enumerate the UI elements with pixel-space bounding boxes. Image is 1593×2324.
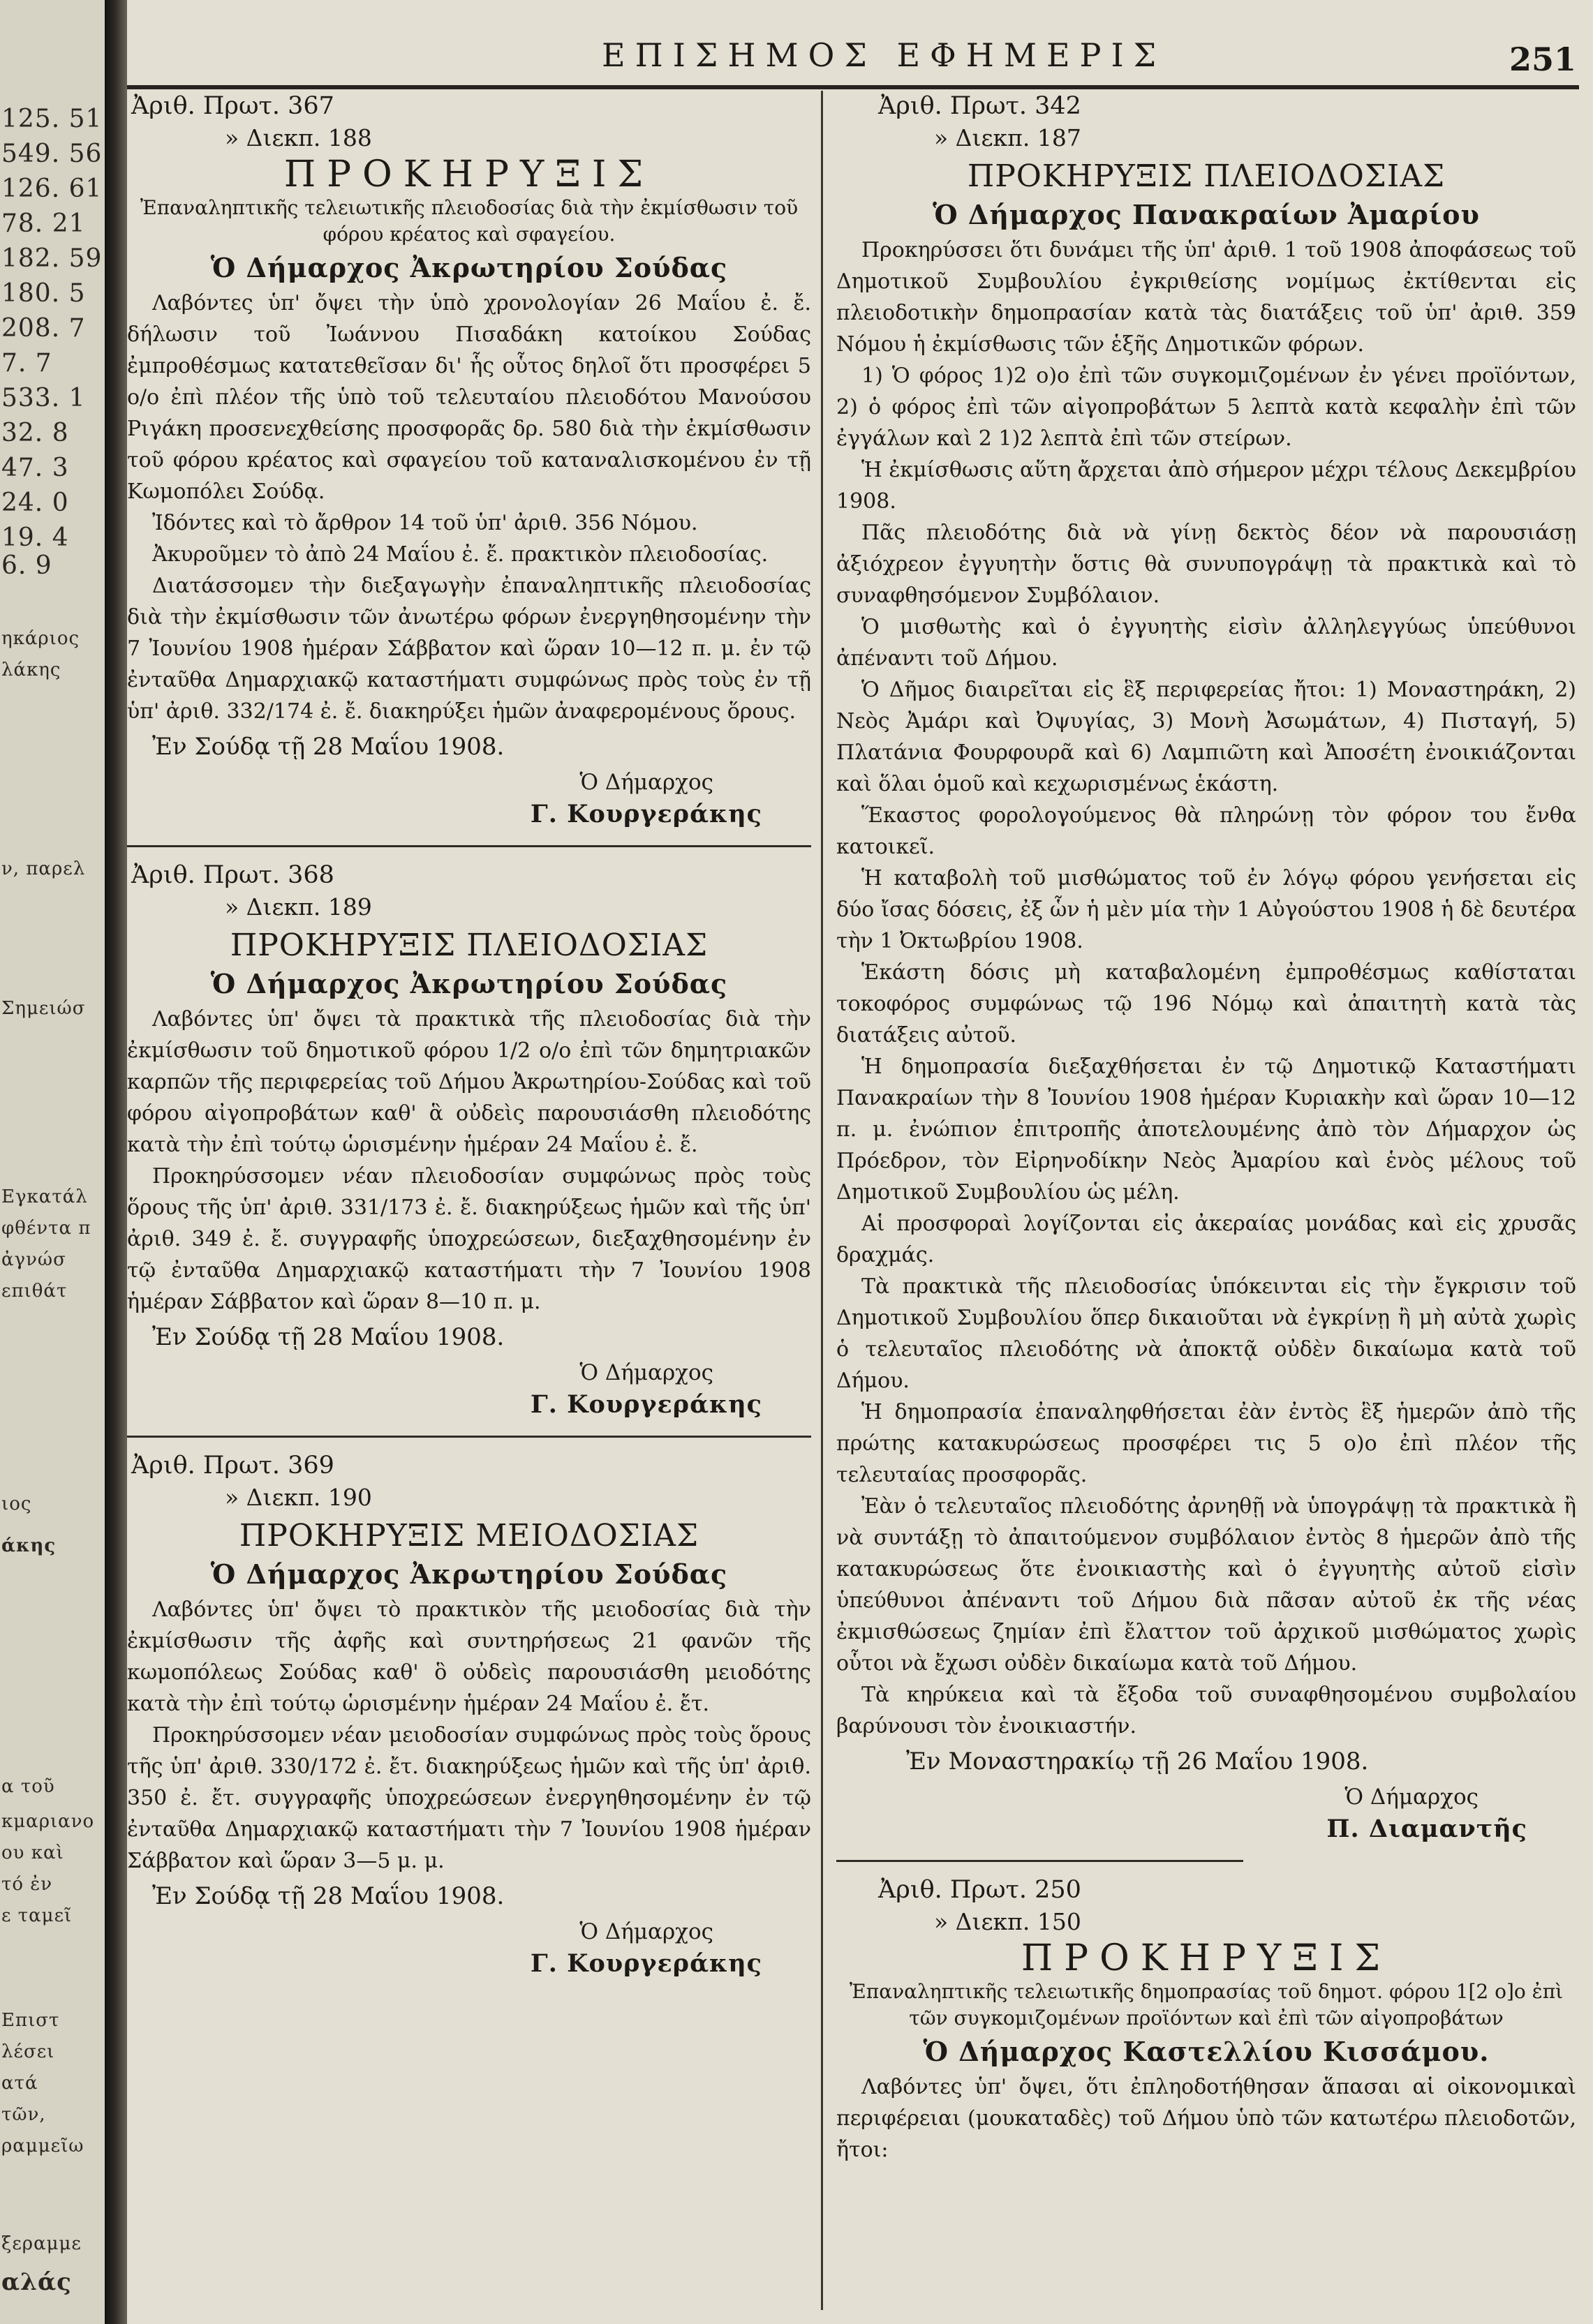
paragraph: Ὁ Δῆμος διαιρεῖται εἰς ἓξ περιφερείας ἤτοι: 1) Μοναστηράκη, 2) Νεὸς Ἀμάρι καὶ Ὀψυγίας, 3) Μονὴ Ἀσωμάτων, 4) Πισταγή, 5) Πλατάνια Φουρφουρᾶ καὶ 6) Λαμπιῶτη καὶ Ἀποσέτη ἐνοικιάζονται καὶ ὅλαι ὁμοῦ καὶ κεχωρισμένως ἑκάστη. (836, 678, 1576, 796)
strip-line: 182. 59 (1, 244, 103, 273)
notice-author: Ὁ Δήμαρχος Ἀκρωτηρίου Σούδας (210, 968, 728, 999)
notice-author: Ὁ Δήμαρχος Καστελλίου Κισσάμου. (923, 2036, 1490, 2067)
strip-line: λάκης (1, 660, 61, 680)
notice-author: Ὁ Δήμαρχος Πανακραίων Ἀμαρίου (933, 199, 1480, 230)
notice-title: ΠΡΟΚΗΡΥΞΙΣ ΠΛΕΙΟΔΟΣΙΑΣ (967, 158, 1446, 194)
notice-title: ΠΡΟΚΗΡΥΞΙΣ ΠΛΕΙΟΔΟΣΙΑΣ (230, 928, 709, 963)
notice-369 (127, 1450, 811, 1979)
signature-name: Π. Διαμαντῆς (1326, 1815, 1527, 1843)
signature-role: Ὁ Δήμαρχος (579, 1360, 713, 1385)
section-separator (127, 845, 811, 847)
strip-line: 180. 5 (1, 279, 86, 308)
paragraph: Ἕκαστος φορολογούμενος θὰ πληρώνῃ τὸν φόρον του ἔνθα κατοικεῖ. (836, 803, 1576, 859)
strip-line: αλάς (1, 2268, 72, 2296)
strip-line: 126. 61 (1, 174, 103, 203)
right-column (836, 91, 1576, 2166)
protocol-number: Ἀριθ. Πρωτ. 369 (131, 1452, 334, 1480)
strip-line: ε ταμεῖ (1, 1905, 73, 1926)
strip-line: 125. 51 (1, 105, 103, 133)
strip-line: κμαριανο (1, 1811, 95, 1832)
page-number: 251 (1509, 40, 1576, 78)
paragraph: Διατάσσομεν τὴν διεξαγωγὴν ἐπαναληπτικῆς πλειοδοσίας διὰ τὴν ἐκμίσθωσιν τῶν ἀνωτέρω φόρων ἐνεργηθησομένην τὴν 7 Ἰουνίου 1908 ἡμέραν Σάββατον καὶ ὥραν 10—12 π. μ. ἐν τῷ ἐνταῦθα Δημαρχιακῷ καταστήματι συμφώνως πρὸς τοὺς ἐν τῇ ὑπ' ἀριθ. 332/174 ἐ. ἔ. διακηρύξει ἡμῶν ἀναφερομένους ὅρους. (127, 574, 811, 724)
paragraph: Ἡ δημοπρασία διεξαχθήσεται ἐν τῷ Δημοτικῷ Καταστήματι Πανακραίων τὴν 8 Ἰουνίου 1908 ἡμέραν Κυριακὴν καὶ ὥραν 10—12 π. μ. ἐνώπιον ἐπιτροπῆς ἀποτελουμένης ἀπὸ τὸν Δήμαρχον ὡς Πρόεδρον, τὸν Εἰρηνοδίκην Νεὸς Ἀμαρίου καὶ ἑνὸς μέλους τοῦ Δημοτικοῦ Συμβουλίου ὡς μέλη. (836, 1055, 1576, 1205)
running-title: ΕΠΙΣΗΜΟΣ ΕΦΗΜΕΡΙΣ (602, 36, 1166, 74)
strip-line: Σημειώσ (1, 998, 86, 1019)
paragraph: Αἱ προσφοραὶ λογίζονται εἰς ἀκεραίας μονάδας καὶ εἰς χρυσᾶς δραχμάς. (836, 1212, 1576, 1267)
binding-gutter (105, 0, 127, 2324)
strip-line: τῶν, (1, 2104, 46, 2125)
strip-line: ηκάριος (1, 628, 80, 649)
notice-subtitle: Ἐπαναληπτικῆς τελειωτικῆς δημοπρασίας τοῦ δημοτ. φόρου 1[2 ο]ο ἐπὶ τῶν συγκομιζομένων προϊόντων καὶ ἐπὶ τῶν αἰγοπροβάτων (849, 1980, 1564, 2029)
paragraph: Ὁ μισθωτὴς καὶ ὁ ἐγγυητὴς εἰσὶν ἀλληλεγγύως ὑπεύθυνοι ἀπέναντι τοῦ Δήμου. (836, 615, 1576, 671)
notice-date: Ἐν Μοναστηρακίῳ τῇ 26 Μαΐου 1908. (906, 1748, 1369, 1775)
strip-line: ατά (1, 2073, 38, 2094)
strip-line: Εγκατάλ (1, 1186, 88, 1207)
strip-line: ου καὶ (1, 1842, 64, 1863)
dispatch-number: » Διεκπ. 150 (934, 1908, 1081, 1935)
paragraph: Λαβόντες ὑπ' ὄψει τὸ πρακτικὸν τῆς μειοδοσίας διὰ τὴν ἐκμίσθωσιν τῆς ἀφῆς καὶ συντηρήσεως 21 φανῶν τῆς κωμοπόλεως Σούδας καθ' ὃ οὐδεὶς παρουσιάσθη μειοδότης κατὰ τὴν ἐπὶ τούτῳ ὡρισμένην ἡμέραν 24 Μαΐου ἐ. ἔτ. (127, 1597, 811, 1716)
paragraph: 1) Ὁ φόρος 1)2 ο)ο ἐπὶ τῶν συγκομιζομένων ἐν γένει προϊόντων, 2) ὁ φόρος ἐπὶ τῶν αἰγοπροβάτων 5 λεπτὰ κατὰ κεφαλὴν ἐπὶ τῶν ἐγγάλων καὶ 2 1)2 λεπτὰ ἐπὶ τῶν στείρων. (836, 364, 1576, 451)
strip-line: 549. 56 (1, 140, 103, 168)
paragraph: Ἑκάστη δόσις μὴ καταβαλομένη ἐμπροθέσμως καθίσταται τοκοφόρος συμφώνως τῷ 196 Νόμῳ καὶ ἀπαιτητὴ κατὰ τὰς διατάξεις αὐτοῦ. (836, 960, 1576, 1048)
notice-date: Ἐν Σούδᾳ τῇ 28 Μαΐου 1908. (152, 733, 505, 761)
adjacent-page-strip (0, 0, 105, 2324)
dispatch-number: » Διεκπ. 188 (225, 124, 372, 151)
strip-line: 24. 0 (1, 489, 69, 517)
page-header (127, 0, 1593, 84)
strip-line: ἀγνώσ (1, 1249, 66, 1270)
protocol-number: Ἀριθ. Πρωτ. 367 (131, 92, 334, 120)
protocol-number: Ἀριθ. Πρωτ. 368 (131, 861, 334, 889)
notice-subtitle: Ἐπαναληπτικῆς τελειωτικῆς πλειοδοσίας διὰ τὴν ἐκμίσθωσιν τοῦ φόρου κρέατος καὶ σφαγείου. (140, 196, 799, 246)
strip-line: επιθάτ (1, 1281, 68, 1302)
paragraph: Προκηρύσσομεν νέαν πλειοδοσίαν συμφώνως πρὸς τοὺς ὅρους τῆς ὑπ' ἀριθ. 331/173 ἐ. ἔ. διακηρύξεως ἡμῶν καὶ τῆς ὑπ' ἀριθ. 349 ἐ. ἔ. συγγραφῆς ὑποχρεώσεων, διεξαχθησομένην ἐν τῷ ἐνταῦθα Δημαρχιακῷ καταστήματι τὴν 7 Ἰουνίου 1908 ἡμέραν Σάββατον καὶ ὥραν 8—10 π. μ. (127, 1164, 811, 1314)
strip-line: τό ἐν (1, 1874, 53, 1895)
paragraph: Πᾶς πλειοδότης διὰ νὰ γίνῃ δεκτὸς δέον νὰ παρουσιάσῃ ἀξιόχρεον ἐγγυητὴν ὅστις θὰ συνυπογράψῃ τὰ πρακτικὰ καὶ τὸ συναφθησόμενον Συμβόλαιον. (836, 521, 1576, 608)
strip-line: λέσει (1, 2041, 55, 2062)
paragraph: Ἡ δημοπρασία ἐπαναληφθήσεται ἐὰν ἐντὸς ἓξ ἡμερῶν ἀπὸ τῆς πρώτης κατακυρώσεως προσφέρει τις 5 ο)ο ἐπὶ πλέον τῆς τελευταίας προσφορᾶς. (836, 1400, 1576, 1487)
notice-342 (836, 91, 1576, 1845)
paragraph: Λαβόντες ὑπ' ὄψει τὰ πρακτικὰ τῆς πλειοδοσίας διὰ τὴν ἐκμίσθωσιν τοῦ δημοτικοῦ φόρου 1/2 ο/ο ἐπὶ τῶν δημητριακῶν καρπῶν τῆς περιφερείας τοῦ Δήμου Ἀκρωτηρίου-Σούδας καὶ τοῦ φόρου αἰγοπροβάτων καθ' ἃ οὐδεὶς παρουσιάσθη πλειοδότης κατὰ τὴν ἐπὶ τούτῳ ὡρισμένην ἡμέραν 24 Μαΐου ἐ. ἔ. (127, 1007, 811, 1157)
signature-name: Γ. Κουργεράκης (530, 800, 762, 828)
strip-line: ν, παρελ (1, 858, 86, 879)
strip-line: ιος (1, 1494, 32, 1514)
notice-date: Ἐν Σούδᾳ τῇ 28 Μαΐου 1908. (152, 1882, 505, 1910)
strip-line: 7. 7 (1, 349, 52, 378)
strip-line: α τοῦ (1, 1776, 55, 1797)
signature-name: Γ. Κουργεράκης (530, 1390, 762, 1419)
protocol-number: Ἀριθ. Πρωτ. 250 (878, 1876, 1081, 1904)
dispatch-number: » Διεκπ. 187 (934, 124, 1081, 151)
notice-title: ΠΡΟΚΗΡΥΞΙΣ (1021, 1937, 1392, 1979)
paragraph: Ἡ ἐκμίσθωσις αὕτη ἄρχεται ἀπὸ σήμερον μέχρι τέλους Δεκεμβρίου 1908. (836, 458, 1576, 514)
strip-line: 6. 9 (1, 551, 52, 580)
left-column (127, 91, 811, 1979)
signature-role: Ὁ Δήμαρχος (579, 770, 713, 795)
notice-367 (127, 91, 811, 830)
strip-line: άκης (1, 1535, 57, 1556)
notice-title: ΠΡΟΚΗΡΥΞΙΣ ΜΕΙΟΔΟΣΙΑΣ (239, 1518, 699, 1554)
paragraph: Λαβόντες ὑπ' ὄψει τὴν ὑπὸ χρονολογίαν 26 Μαΐου ἐ. ἔ. δήλωσιν τοῦ Ἰωάννου Πισαδάκη κατοίκου Σούδας ἐμπροθέσμως κατατεθεῖσαν δι' ἧς οὗτος δηλοῖ ὅτι προσφέρει 5 ο/ο ἐπὶ πλέον τῆς ὑπὸ τοῦ τελευταίου πλειοδότου Μανούσου Ριγάκη προσενεχθείσης προσφορᾶς δρ. 580 διὰ τὴν ἐκμίσθωσιν τοῦ φόρου κρέατος καὶ σφαγείου τοῦ καταναλισκομένου ἐν τῇ Κωμοπόλει Σούδᾳ. (127, 291, 811, 504)
signature-name: Γ. Κουργεράκης (530, 1949, 762, 1978)
strip-line: 78. 21 (1, 209, 86, 238)
paragraph: Τὰ πρακτικὰ τῆς πλειοδοσίας ὑπόκεινται εἰς τὴν ἔγκρισιν τοῦ Δημοτικοῦ Συμβουλίου ὅπερ δικαιοῦται νὰ ἐγκρίνῃ ἢ μὴ αὐτὰ χωρὶς ὁ τελευταῖος πλειοδότης νὰ ἀποκτᾷ οὐδὲν δικαίωμα κατὰ τοῦ Δήμου. (836, 1274, 1576, 1393)
notice-250 (836, 1875, 1576, 2166)
paragraph: Ἀκυροῦμεν τὸ ἀπὸ 24 Μαΐου ἐ. ἔ. πρακτικὸν πλειοδοσίας. (152, 542, 769, 567)
paragraph: Ἰδόντες καὶ τὸ ἄρθρον 14 τοῦ ὑπ' ἀριθ. 356 Νόμου. (152, 511, 698, 535)
section-separator (836, 1860, 1243, 1862)
strip-line: 533. 1 (1, 384, 86, 412)
paragraph: Τὰ κηρύκεια καὶ τὰ ἔξοδα τοῦ συναφθησομένου συμβολαίου βαρύνουσι τὸν ἐνοικιαστήν. (836, 1683, 1576, 1738)
protocol-number: Ἀριθ. Πρωτ. 342 (878, 92, 1081, 120)
paragraph: Προκηρύσσομεν νέαν μειοδοσίαν συμφώνως πρὸς τοὺς ὅρους τῆς ὑπ' ἀριθ. 330/172 ἐ. ἔτ. διακηρύξεως ἡμῶν καὶ τῆς ὑπ' ἀριθ. 350 ἐ. ἔτ. συγγραφῆς ὑποχρεώσεων ἐνεργηθησομένην ἐν τῷ ἐνταῦθα Δημαρχιακῷ καταστήματι τὴν 7 Ἰουνίου 1908 ἡμέραν Σάββατον καὶ ὥραν 3—5 μ. μ. (127, 1723, 811, 1873)
paragraph: Ἐὰν ὁ τελευταῖος πλειοδότης ἀρνηθῇ νὰ ὑπογράψῃ τὰ πρακτικὰ ἢ νὰ συντάξῃ τὸ ἀπαιτούμενον συμβόλαιον ἐντὸς 8 ἡμερῶν ἀπὸ τῆς κατακυρώσεως ὅτε ἐνοικιαστὴς καὶ ὁ ἐγγυητὴς αὐτοῦ εἰσὶν ὑπεύθυνοι ἀπέναντι τοῦ Δήμου διὰ πᾶσαν αὐτοῦ ἐκ τῆς νέας ἐκμισθώσεως ζημίαν ἐπὶ ἔλαττον τοῦ ἀρχικοῦ μισθώματος χωρὶς οὗτοι νὰ ἔχωσι οὐδὲν δικαίωμα κατὰ τοῦ Δήμου. (836, 1494, 1576, 1676)
strip-line: 208. 7 (1, 314, 86, 343)
notice-date: Ἐν Σούδᾳ τῇ 28 Μαΐου 1908. (152, 1323, 505, 1351)
strip-line: ραμμεῖω (1, 2136, 84, 2157)
notice-title: ΠΡΟΚΗΡΥΞΙΣ (283, 154, 655, 195)
paragraph: Λαβόντες ὑπ' ὄψει, ὅτι ἐπληοδοτήθησαν ἅπασαι αἱ οἰκονομικαὶ περιφέρειαι (μουκαταδὲς) τοῦ Δήμου ὑπὸ τῶν κατωτέρω πλειοδοτῶν, ἤτοι: (836, 2075, 1576, 2162)
strip-line: 47. 3 (1, 454, 69, 482)
strip-line: 19. 4 (1, 523, 69, 552)
signature-role: Ὁ Δήμαρχος (1344, 1785, 1479, 1810)
signature-role: Ὁ Δήμαρχος (579, 1919, 713, 1944)
notice-author: Ὁ Δήμαρχος Ἀκρωτηρίου Σούδας (210, 252, 728, 283)
header-rule (127, 85, 1579, 89)
strip-line: ξεραμμε (1, 2233, 82, 2254)
strip-line: Επιστ (1, 2010, 60, 2031)
notice-368 (127, 860, 811, 1420)
dispatch-number: » Διεκπ. 189 (225, 893, 372, 921)
column-divider (821, 91, 823, 2310)
notice-author: Ὁ Δήμαρχος Ἀκρωτηρίου Σούδας (210, 1558, 728, 1590)
paragraph: Ἡ καταβολὴ τοῦ μισθώματος τοῦ ἐν λόγῳ φόρου γενήσεται εἰς δύο ἴσας δόσεις, ἐξ ὧν ἡ μὲν μία τὴν 1 Αὐγούστου 1908 ἡ δὲ δευτέρα τὴν 1 Ὀκτωβρίου 1908. (836, 866, 1576, 953)
strip-line: φθέντα π (1, 1218, 91, 1239)
strip-line: 32. 8 (1, 419, 69, 447)
paragraph: Προκηρύσσει ὅτι δυνάμει τῆς ὑπ' ἀριθ. 1 τοῦ 1908 ἀποφάσεως τοῦ Δημοτικοῦ Συμβουλίου ἐγκριθείσης νομίμως ἐκτίθενται εἰς πλειοδοτικὴν δημοπρασίαν κατὰ τὰς διατάξεις τοῦ ὑπ' ἀριθ. 359 Νόμου ἡ ἐκμίσθωσις τῶν ἑξῆς Δημοτικῶν φόρων. (836, 238, 1576, 357)
dispatch-number: » Διεκπ. 190 (225, 1484, 372, 1511)
section-separator (127, 1436, 811, 1438)
